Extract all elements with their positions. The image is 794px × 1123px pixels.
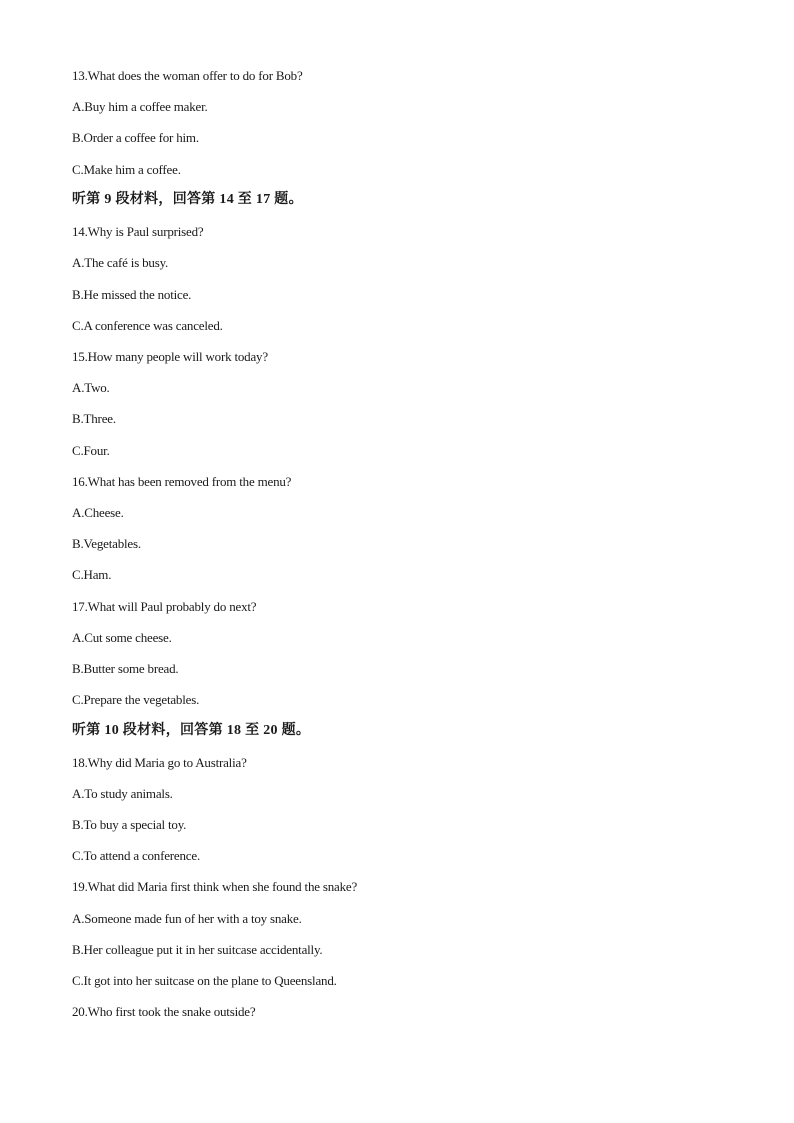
option-17-a: A.Cut some cheese.: [72, 630, 172, 645]
section-heading-10: 听第 10 段材料，回答第 18 至 20 题。: [72, 723, 311, 738]
question-18: 18.Why did Maria go to Australia?: [72, 755, 247, 770]
option-18-a: A.To study animals.: [72, 786, 173, 801]
option-17-c: C.Prepare the vegetables.: [72, 692, 200, 707]
option-18-c: C.To attend a conference.: [72, 848, 200, 863]
option-19-b: B.Her colleague put it in her suitcase accidentally.: [72, 942, 323, 957]
option-19-a: A.Someone made fun of her with a toy snake.: [72, 911, 302, 926]
question-16: 16.What has been removed from the menu?: [72, 474, 292, 489]
option-15-b: B.Three.: [72, 411, 116, 426]
question-19: 19.What did Maria first think when she found the snake?: [72, 879, 358, 894]
option-16-b: B.Vegetables.: [72, 536, 141, 551]
section-heading-9: 听第 9 段材料，回答第 14 至 17 题。: [72, 192, 303, 207]
question-17: 17.What will Paul probably do next?: [72, 599, 257, 614]
question-20: 20.Who first took the snake outside?: [72, 1004, 256, 1019]
option-15-c: C.Four.: [72, 443, 110, 458]
option-13-a: A.Buy him a coffee maker.: [72, 99, 208, 114]
option-18-b: B.To buy a special toy.: [72, 817, 187, 832]
question-13: 13.What does the woman offer to do for Bob?: [72, 68, 303, 83]
option-14-b: B.He missed the notice.: [72, 287, 192, 302]
option-17-b: B.Butter some bread.: [72, 661, 179, 676]
option-13-c: C.Make him a coffee.: [72, 162, 181, 177]
option-14-a: A.The café is busy.: [72, 255, 169, 270]
option-16-c: C.Ham.: [72, 567, 112, 582]
option-14-c: C.A conference was canceled.: [72, 318, 223, 333]
option-19-c: C.It got into her suitcase on the plane to Queensland.: [72, 973, 337, 988]
question-15: 15.How many people will work today?: [72, 349, 268, 364]
question-14: 14.Why is Paul surprised?: [72, 224, 204, 239]
option-16-a: A.Cheese.: [72, 505, 124, 520]
option-13-b: B.Order a coffee for him.: [72, 130, 199, 145]
option-15-a: A.Two.: [72, 380, 110, 395]
